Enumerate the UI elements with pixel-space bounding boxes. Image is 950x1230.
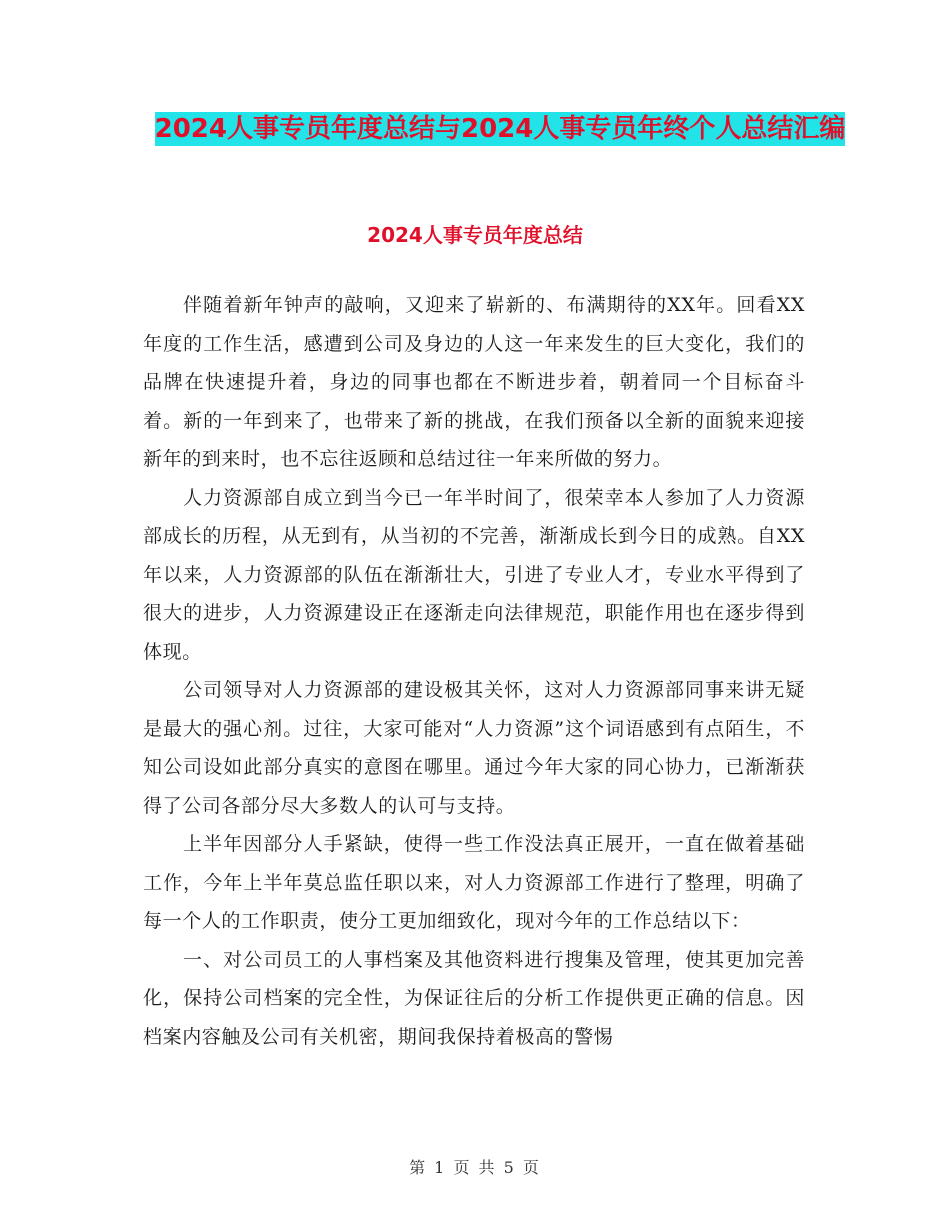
- paragraph-1: 伴随着新年钟声的敲响，又迎来了崭新的、布满期待的XX年。回看XX年度的工作生活，感遭到公司及身边的人这一年来发生的巨大变化，我们的品牌在快速提升着，身边的同事也都在不断进步着，朝着同一个目标奋斗着。新的一年到来了，也带来了新的挑战，在我们预备以全新的面貌来迎接新年的到来时，也不忘往返顾和总结过往一年来所做的努力。: [143, 294, 805, 470]
- page-footer: 第 1 页 共 5 页: [409, 1158, 541, 1177]
- section-title: 2024人事专员年度总结: [367, 223, 583, 247]
- paragraph-3: 公司领导对人力资源部的建设极其关怀，这对人力资源部同事来讲无疑是最大的强心剂。过往，大家可能对“人力资源”这个词语感到有点陌生，不知公司设如此部分真实的意图在哪里。通过今年大家的同心协力，已渐渐获得了公司各部分尽大多数人的认可与支持。: [143, 679, 805, 817]
- document-title: [150, 106, 850, 152]
- paragraph-4: 上半年因部分人手紧缺，使得一些工作没法真正展开，一直在做着基础工作，今年上半年莫总监任职以来，对人力资源部工作进行了整理，明确了每一个人的工作职责，使分工更加细致化，现对今年的工作总结以下：: [143, 833, 805, 932]
- paragraph-5: 一、对公司员工的人事档案及其他资料进行搜集及管理，使其更加完善化，保持公司档案的完全性，为保证往后的分析工作提供更正确的信息。因档案内容触及公司有关机密，期间我保持着极高的警惕: [143, 948, 805, 1048]
- body-text: [143, 286, 805, 1056]
- paragraph-2: 人力资源部自成立到当今已一年半时间了，很荣幸本人参加了人力资源部成长的历程，从无到有，从当初的不完善，渐渐成长到今日的成熟。自XX年以来，人力资源部的队伍在渐渐壮大，引进了专业人才，专业水平得到了很大的进步，人力资源建设正在逐渐走向法律规范，职能作用也在逐步得到体现。: [143, 486, 805, 663]
- document-title-highlight: 2024人事专员年度总结与2024人事专员年终个人总结汇编: [154, 114, 846, 144]
